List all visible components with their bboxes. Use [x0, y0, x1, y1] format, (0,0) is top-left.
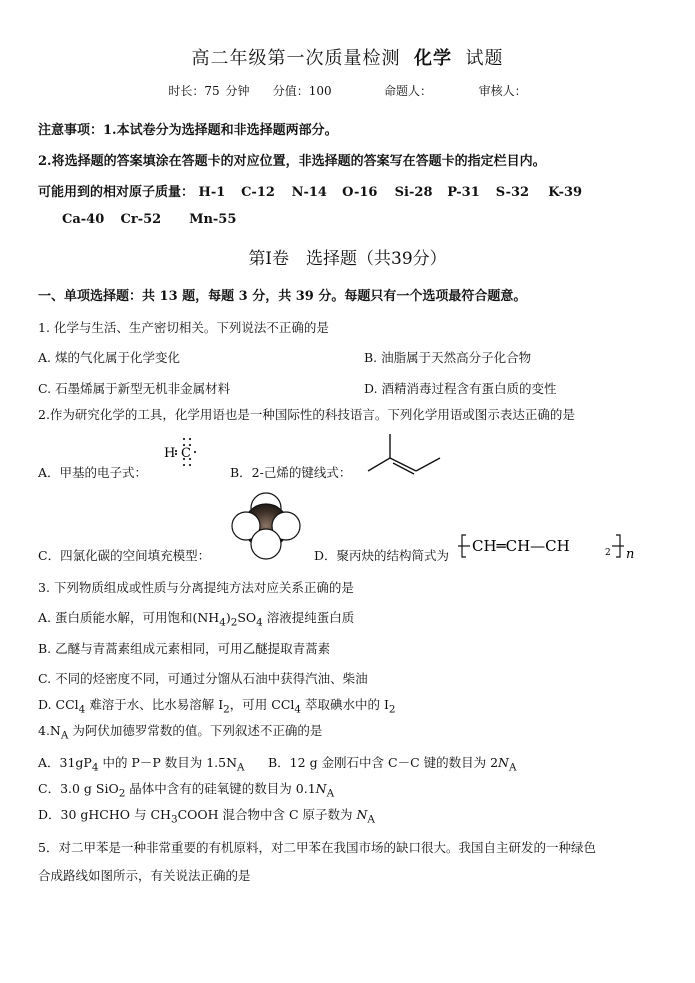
- q4-option-c: C．3.0 g SiO$_2$ 晶体中含有的硅氧键的数目为 $0.1N_A$: [38, 781, 335, 800]
- space-filling-model: [226, 490, 306, 560]
- polypropyne-formula: [458, 530, 643, 562]
- q4-option-d: D．30 gHCHO 与 $CH_3COOH$ 混合物中含 C 原子数为 $N_A$: [38, 807, 375, 826]
- score: 分值：100: [272, 84, 332, 98]
- atomic-mass-line: 可能用到的相对原子质量： H-1 C-12 N-14 O-16 Si-28 P-31 S-32 K-39: [38, 185, 583, 200]
- exam-meta: [0, 82, 695, 99]
- methyl-c-label: C: [181, 446, 191, 461]
- q3-option-d: D. CCl$_4$ 难溶于水、比水易溶解 $I_2$，可用 CCl$_4$ 萃取碘水中的 $I_2$: [38, 697, 396, 716]
- polymer-repeat-unit: CH═CH—CH: [472, 537, 570, 555]
- q4-option-a: A．$31gP_4$ 中的 P－P 数目为 $1.5N_A$: [38, 755, 245, 774]
- q5-stem-line-1: 5．对二甲苯是一种非常重要的有机原料，对二甲苯在我国市场的缺口很大。我国自主研发的一种绿色: [38, 840, 596, 855]
- author: 命题人：: [384, 84, 433, 98]
- duration: 时长：75 分钟: [168, 84, 250, 98]
- methyl-electron-formula: [160, 432, 216, 474]
- polymer-subscript: 2: [605, 548, 611, 558]
- q1-option-d: D. 酒精消毒过程含有蛋白质的变性: [364, 381, 557, 396]
- polymer-n: n: [626, 547, 635, 562]
- q2-option-c: C．四氯化碳的空间填充模型：: [38, 548, 211, 563]
- q2-option-b: B．2-己烯的键线式：: [230, 465, 352, 480]
- atomic-mass-line-2: Ca-40 Cr-52 Mn-55: [62, 212, 237, 227]
- q1-option-c: C. 石墨烯属于新型无机非金属材料: [38, 381, 231, 396]
- q3-option-a: A. 蛋白质能水解，可用饱和$(NH_4)_2SO_4$ 溶液提纯蛋白质: [38, 610, 355, 629]
- reviewer: 审核人：: [478, 84, 527, 98]
- note-line-1: 注意事项：1.本试卷分为选择题和非选择题两部分。: [38, 123, 338, 138]
- q2-option-a: A．甲基的电子式：: [38, 465, 148, 480]
- q3-stem: 3. 下列物质组成或性质与分离提纯方法对应关系正确的是: [38, 580, 354, 595]
- section-title: 第Ⅰ卷 选择题（共39分）: [248, 249, 447, 269]
- q1-option-b: B. 油脂属于天然高分子化合物: [364, 350, 532, 365]
- q4-stem: $4.N_A$ 为阿伏加德罗常数的值。下列叙述不正确的是: [38, 723, 323, 742]
- q3-option-b: B. 乙醚与青蒿素组成元素相同，可用乙醚提取青蒿素: [38, 641, 331, 656]
- hexene-skeletal-formula: [364, 430, 444, 476]
- q2-stem: 2.作为研究化学的工具，化学用语也是一种国际性的科技语言。下列化学用语或图示表达正确的是: [38, 407, 575, 422]
- q1-option-a: A. 煤的气化属于化学变化: [38, 350, 180, 365]
- methyl-h-label: H: [164, 446, 176, 461]
- q1-stem: 1. 化学与生活、生产密切相关。下列说法不正确的是: [38, 320, 329, 335]
- q2-option-d: D．聚丙炔的结构简式为: [314, 548, 450, 563]
- q3-option-c: C. 不同的烃密度不同，可通过分馏从石油中获得汽油、柴油: [38, 671, 368, 686]
- note-line-2: 2.将选择题的答案填涂在答题卡的对应位置，非选择题的答案写在答题卡的指定栏目内。: [38, 154, 546, 169]
- q4-option-b: B．12 g 金刚石中含 C－C 键的数目为 $2N_A$: [268, 755, 517, 774]
- page-title: 高二年级第一次质量检测 化学 试题: [191, 48, 504, 69]
- section-instruction: 一、单项选择题：共 13 题，每题 3 分，共 39 分。每题只有一个选项最符合题意。: [38, 289, 527, 304]
- q5-stem-line-2: 合成路线如图所示，有关说法正确的是: [38, 868, 251, 883]
